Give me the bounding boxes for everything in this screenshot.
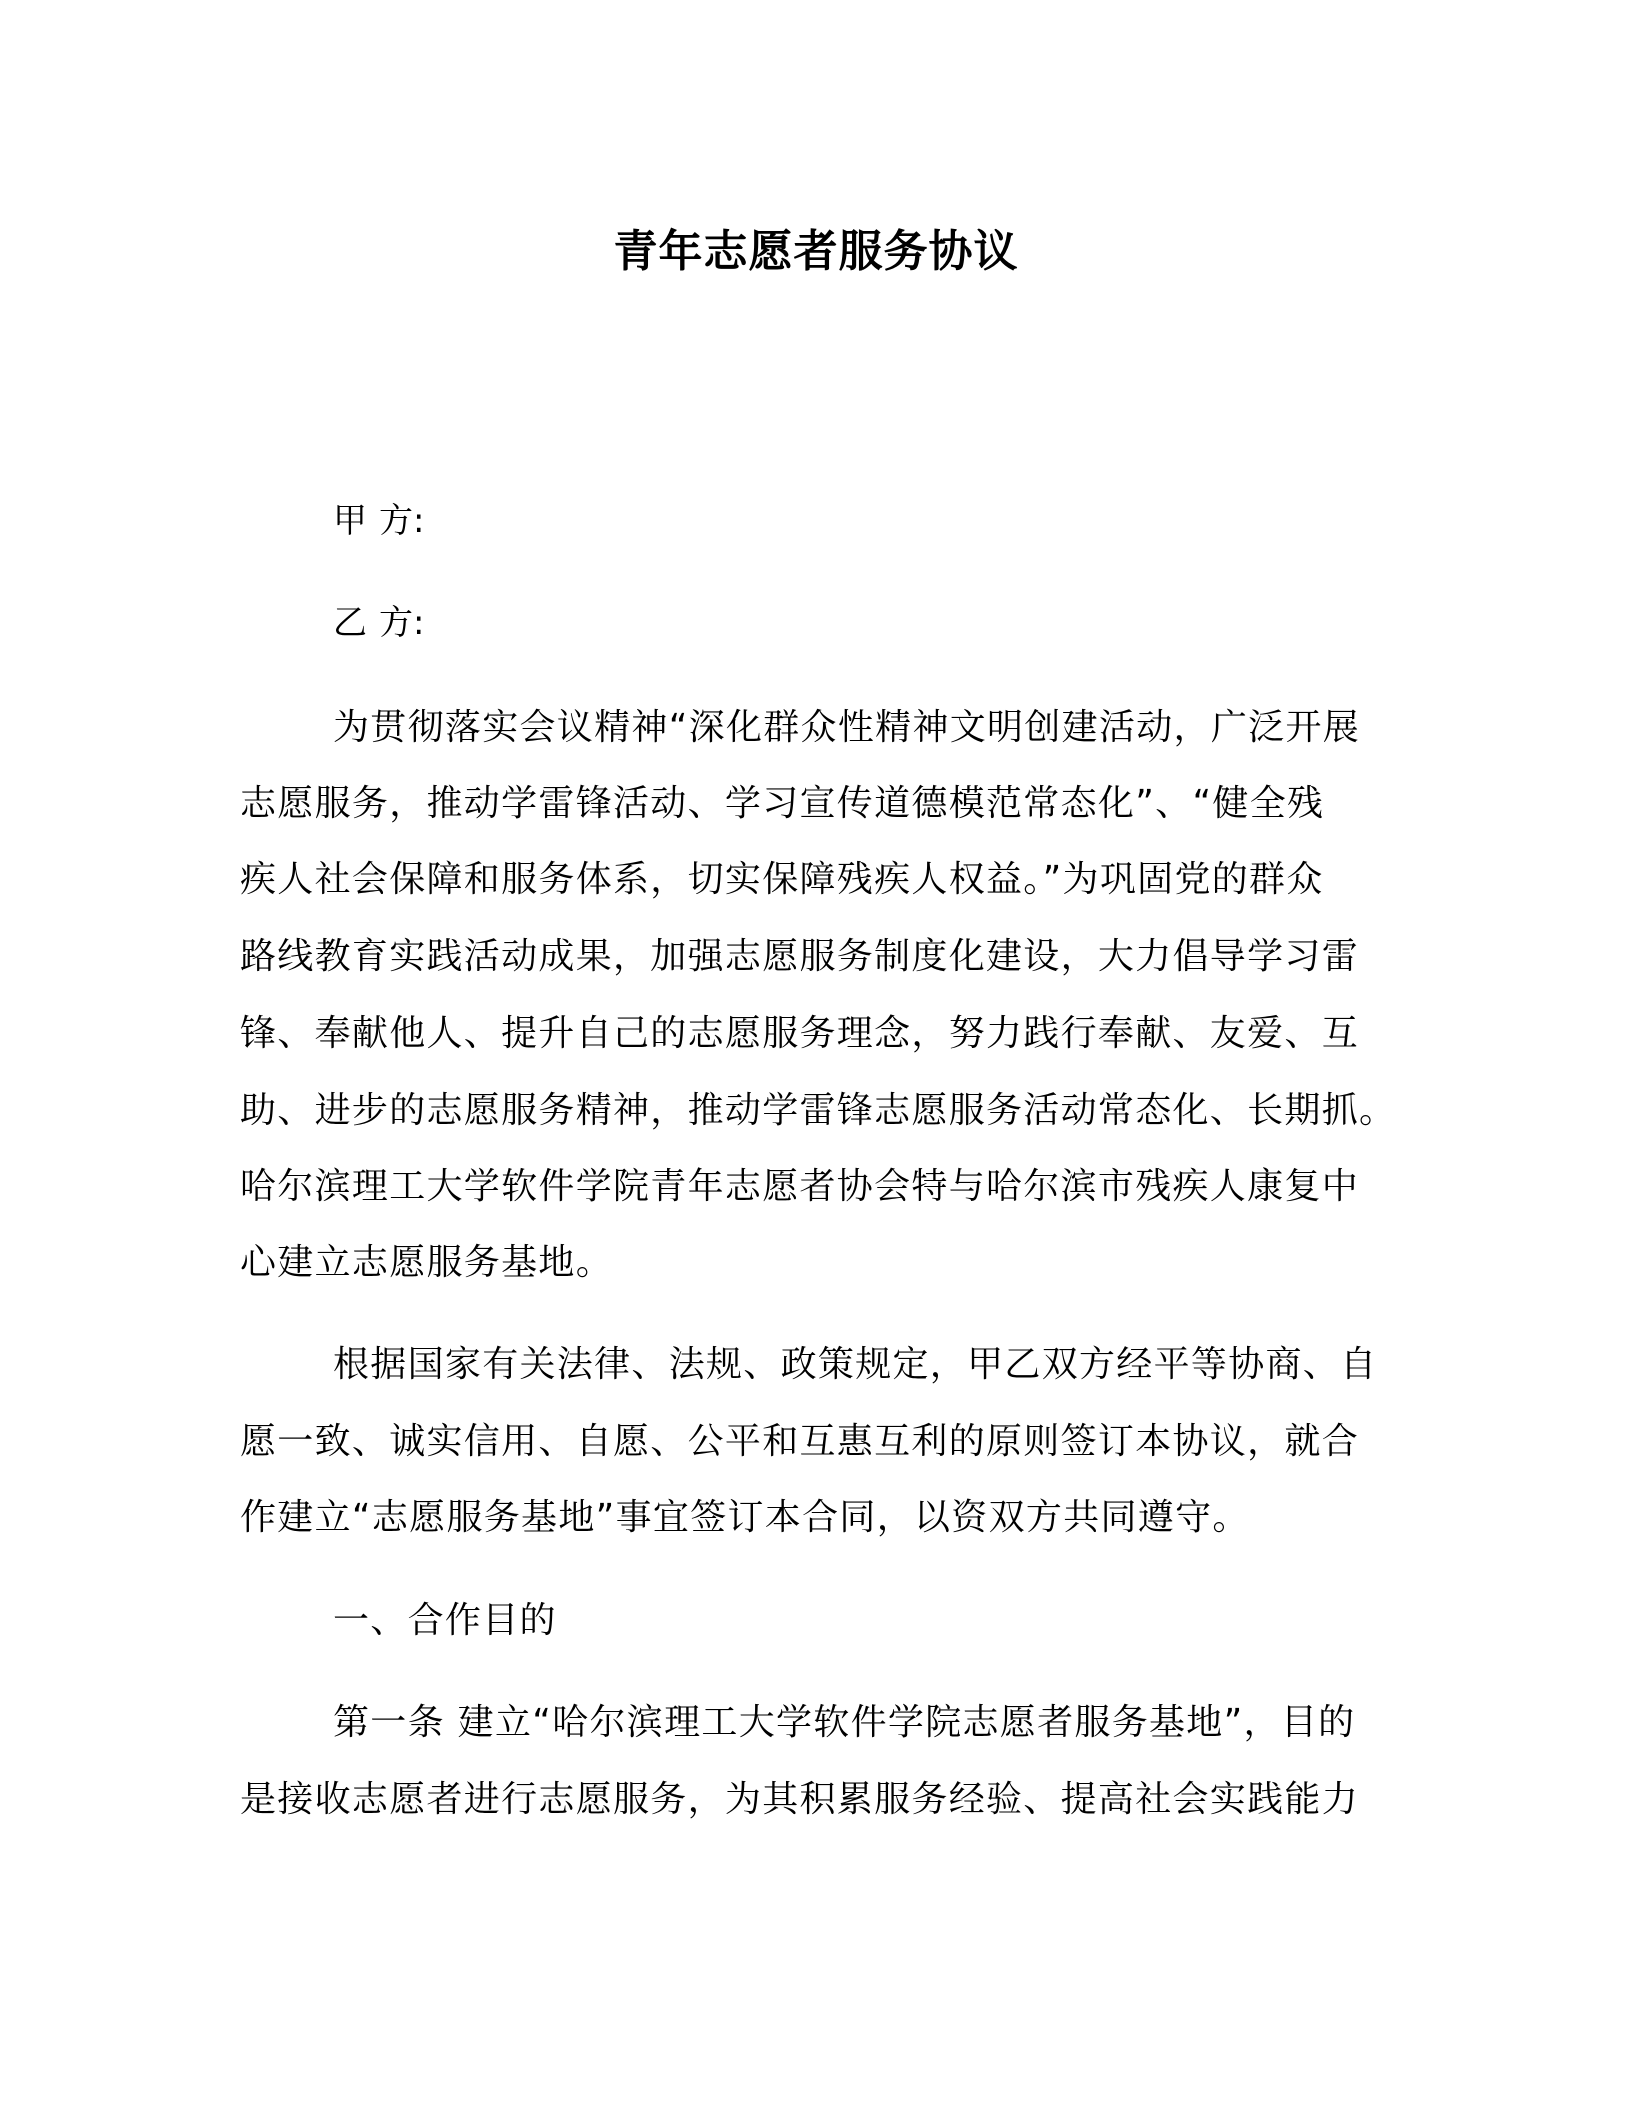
- section-heading: 一、合作目的: [333, 1600, 557, 1641]
- paragraph-line: 哈尔滨理工大学软件学院青年志愿者协会特与哈尔滨市残疾人康复中: [240, 1166, 1360, 1207]
- party-a-line: [333, 498, 424, 544]
- party-a-suffix: 方:: [379, 501, 425, 541]
- paragraph-line: 根据国家有关法律、法规、政策规定，甲乙双方经平等协商、自: [333, 1344, 1378, 1385]
- paragraph-line: 志愿服务，推动学雷锋活动、学习宣传道德模范常态化”、“健全残: [240, 783, 1325, 824]
- paragraph-line: 路线教育实践活动成果，加强志愿服务制度化建设，大力倡导学习雷: [240, 936, 1360, 977]
- paragraph-line: 是接收志愿者进行志愿服务，为其积累服务经验、提高社会实践能力: [240, 1779, 1360, 1820]
- paragraph-line: 作建立“志愿服务基地”事宜签订本合同，以资双方共同遵守。: [240, 1497, 1250, 1538]
- paragraph-line: 第一条 建立“哈尔滨理工大学软件学院志愿者服务基地”，目的: [333, 1702, 1356, 1743]
- paragraph-line: 愿一致、诚实信用、自愿、公平和互惠互利的原则签订本协议，就合: [240, 1421, 1360, 1462]
- party-b-suffix: 方:: [379, 603, 425, 643]
- paragraph-line: 助、进步的志愿服务精神，推动学雷锋志愿服务活动常态化、长期抓。: [240, 1090, 1397, 1131]
- party-b-label: 乙: [333, 603, 367, 643]
- paragraph-line: 为贯彻落实会议精神“深化群众性精神文明创建活动，广泛开展: [333, 707, 1361, 748]
- paragraph-line: 心建立志愿服务基地。: [240, 1242, 614, 1283]
- party-a-label: 甲: [333, 501, 367, 541]
- paragraph-line: 锋、奉献他人、提升自己的志愿服务理念，努力践行奉献、友爱、互: [240, 1013, 1360, 1054]
- party-b-line: [333, 600, 424, 646]
- document-title: 青年志愿者服务协议: [613, 226, 1019, 277]
- paragraph-line: 疾人社会保障和服务体系，切实保障残疾人权益。”为巩固党的群众: [240, 859, 1324, 900]
